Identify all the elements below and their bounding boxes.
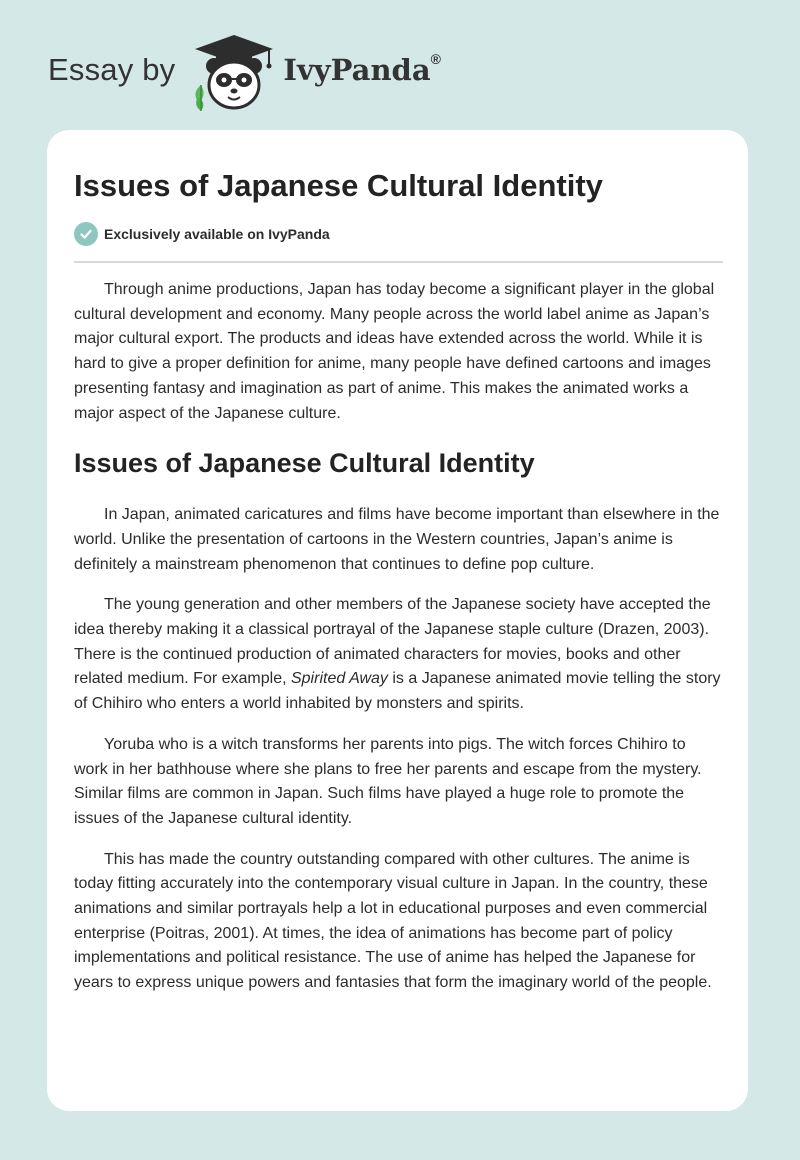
brand-name: IvyPanda® (283, 51, 441, 87)
paragraph-intro: Through anime productions, Japan has today become a significant player in the global cultural development and economy. Many people across the world label anime as Japan’s major cultural export. The products and ideas have extended across the world. While it is hard to give a proper definition for anime, many people have defined cartoons and images presenting fantasy and imagination as part of anime. This makes the animated works a major aspect of the Japanese culture. (74, 281, 715, 422)
section-heading: Issues of Japanese Cultural Identity (74, 448, 535, 479)
article-body (74, 278, 723, 1012)
paragraph-3: Yoruba who is a witch transforms her parents into pigs. The witch forces Chihiro to work in her bathhouse where she plans to free her parents and escape from the mystery. Similar films are common in Japan. Such films have played a huge role to promote the issues of the Japanese cultural identity. (74, 735, 702, 827)
article-card (47, 130, 748, 1111)
ivypanda-logo-icon (189, 33, 279, 113)
paragraph-1: In Japan, animated caricatures and films have become important than elsewhere in the world. Unlike the presentation of cartoons in the Western countries, Japan’s anime is definitely a mainstream phenomenon that continues to define pop culture. (74, 506, 720, 573)
movie-title-italic: Spirited Away (290, 670, 388, 688)
paragraph-2: The young generation and other members of the Japanese society have accepted the idea thereby making it a classical portrayal of the Japanese staple culture (Drazen, 2003). There is the continued production of animated characters for movies, books and other related medium. For example, Spirited Away is a Japanese animated movie telling the story of Chihiro who enters a world inhabited by monsters and spirits. (74, 596, 721, 713)
exclusive-badge (74, 222, 330, 246)
paragraph-4: This has made the country outstanding compared with other cultures. The anime is today fitting accurately into the contemporary visual culture in Japan. In the country, these animations and similar portrayals help a lot in educational purposes and even commercial enterprise (Poitras, 2001). At times, the idea of animations has become part of policy implementations and political resistance. The use of anime has helped the Japanese for years to express unique powers and fantasies that form the imaginary world of the people. (74, 850, 712, 992)
registered-mark: ® (430, 51, 441, 67)
divider (74, 261, 723, 263)
site-header (48, 30, 441, 116)
check-icon (74, 222, 98, 246)
exclusive-badge-label: Exclusively available on IvyPanda (104, 226, 330, 242)
page-title: Issues of Japanese Cultural Identity (74, 168, 603, 203)
essay-by-label: Essay by (48, 52, 176, 87)
